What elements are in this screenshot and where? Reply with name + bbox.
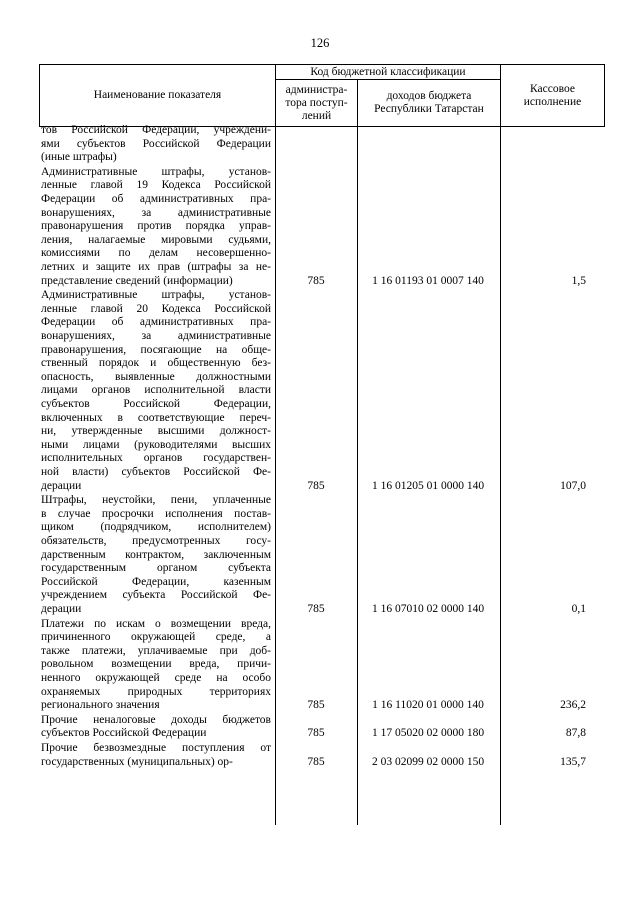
table-row-name <box>41 742 271 769</box>
row-text-line: Прочие безвозмездные поступления от <box>41 742 271 754</box>
table-header <box>39 64 605 127</box>
row-text-line: регионального значения <box>41 699 160 712</box>
row-text-line: представление сведений (информации) <box>41 274 233 287</box>
execution-amount: 107,0 <box>560 479 586 492</box>
row-text-line: ями субъектов Российской Федерации <box>41 137 271 150</box>
row-text-line: в случае просрочки исполнения постав- <box>41 507 271 520</box>
table-row-name <box>41 289 271 493</box>
row-text-line: правонарушения против порядка управ- <box>41 220 271 233</box>
execution-amount: 236,2 <box>560 699 586 712</box>
row-text-line: щиком (подрядчиком, исполнителем) <box>41 521 271 534</box>
table-row-name <box>41 166 271 288</box>
row-text-line: ни, утвержденные высшими должност- <box>41 425 271 438</box>
row-text-line: дерации <box>41 602 82 615</box>
admin-code: 785 <box>307 755 325 768</box>
row-text-line: вонарушениях, за административные <box>41 206 271 219</box>
row-text-line: ными лицами (руководителями высших <box>41 438 271 451</box>
row-text-line: комиссиями по делам несовершенно- <box>41 247 271 260</box>
col-exec-header: Кассовое исполнение <box>523 82 582 108</box>
row-text-line: ленные главой 19 Кодекса Российской <box>41 179 271 192</box>
row-text-line: ненного окружающей среде на особо <box>41 671 271 684</box>
admin-code: 785 <box>307 274 325 287</box>
row-text-line: лицами органов исполнительной власти <box>41 384 271 397</box>
row-text-line: Прочие неналоговые доходы бюджетов <box>41 713 271 726</box>
page-number: 126 <box>310 36 330 50</box>
execution-amount: 135,7 <box>560 755 586 768</box>
row-text-line: ной власти) субъектов Российской Фе- <box>41 465 271 478</box>
row-text-line: также платежи, уплачиваемые при доб- <box>41 644 271 657</box>
row-text-line: Административные штрафы, установ- <box>41 165 271 178</box>
row-text-line: государственным органом субъекта <box>41 562 271 575</box>
row-text-line: субъектов Российской Федерации, <box>41 397 271 410</box>
column-divider <box>357 125 358 825</box>
row-text-line: (иные штрафы) <box>41 151 117 164</box>
row-text-line: учреждением субъекта Российской Фе- <box>41 589 271 602</box>
row-text-line: включенных в соответствующие переч- <box>41 411 271 424</box>
income-code: 1 17 05020 02 0000 180 <box>371 727 485 740</box>
income-code: 1 16 07010 02 0000 140 <box>371 603 485 615</box>
row-text-line: Штрафы, неустойки, пени, уплаченные <box>41 494 271 507</box>
execution-amount: 0,1 <box>571 603 586 615</box>
income-code: 1 16 01193 01 0007 140 <box>372 274 484 287</box>
row-text-line: правонарушения, посягающие на обще- <box>41 343 271 356</box>
col-admin-header: администра- тора поступ- лений <box>285 83 348 122</box>
table-row-name <box>41 618 271 713</box>
row-text-line: Федерации об административных пра- <box>41 316 271 329</box>
admin-code: 785 <box>307 603 325 615</box>
admin-code: 785 <box>307 699 325 712</box>
column-divider <box>500 125 501 825</box>
column-divider <box>275 125 276 825</box>
row-text-line: Платежи по искам о возмещении вреда, <box>41 617 271 630</box>
row-text-line: государственных (муниципальных) ор- <box>41 755 233 768</box>
row-text-line: субъектов Российской Федерации <box>41 727 207 740</box>
row-text-line: охраняемых природных территориях <box>41 685 271 698</box>
row-text-line: вонарушениях, за административные <box>41 329 271 342</box>
execution-amount: 1,5 <box>571 274 586 287</box>
admin-code: 785 <box>307 479 325 492</box>
execution-amount: 87,8 <box>565 727 586 740</box>
table-row-name <box>41 494 271 616</box>
col-code-group-header: Код бюджетной классификации <box>310 65 466 78</box>
row-text-line: дарственным контрактом, заключенным <box>41 548 271 561</box>
admin-code: 785 <box>307 727 325 740</box>
row-text-line: Российской Федерации, казенным <box>41 575 271 588</box>
income-code: 1 16 01205 01 0000 140 <box>371 479 485 492</box>
row-text-line: ровольном возмещении вреда, причи- <box>41 658 271 671</box>
row-text-line: причиненного окружающей среде, а <box>41 631 271 644</box>
row-text-line: опасность, выявленные должностными <box>41 370 271 383</box>
table-row-name <box>41 124 271 165</box>
col-name-header: Наименование показателя <box>93 89 222 101</box>
income-code: 1 16 11020 01 0000 140 <box>372 699 484 712</box>
income-code: 2 03 02099 02 0000 150 <box>371 755 485 768</box>
row-text-line: летних и защите их прав (штрафы за не- <box>41 260 271 273</box>
row-text-line: ленные главой 20 Кодекса Российской <box>41 302 271 315</box>
row-text-line: обязательств, предусмотренных госу- <box>41 534 271 547</box>
row-text-line: ственный порядок и общественную без- <box>41 357 271 370</box>
row-text-line: Федерации об административных пра- <box>41 192 271 205</box>
table-row-name <box>41 714 271 741</box>
row-text-line: дерации <box>41 479 82 492</box>
row-text-line: Административные штрафы, установ- <box>41 289 271 302</box>
row-text-line: ления, налагаемые мировыми судьями, <box>41 233 271 246</box>
row-text-line: тов Российской Федерации, учреждени- <box>41 124 271 136</box>
row-text-line: исполнительных органов государствен- <box>41 452 271 465</box>
col-income-header: доходов бюджета Республики Татарстан <box>374 90 484 115</box>
